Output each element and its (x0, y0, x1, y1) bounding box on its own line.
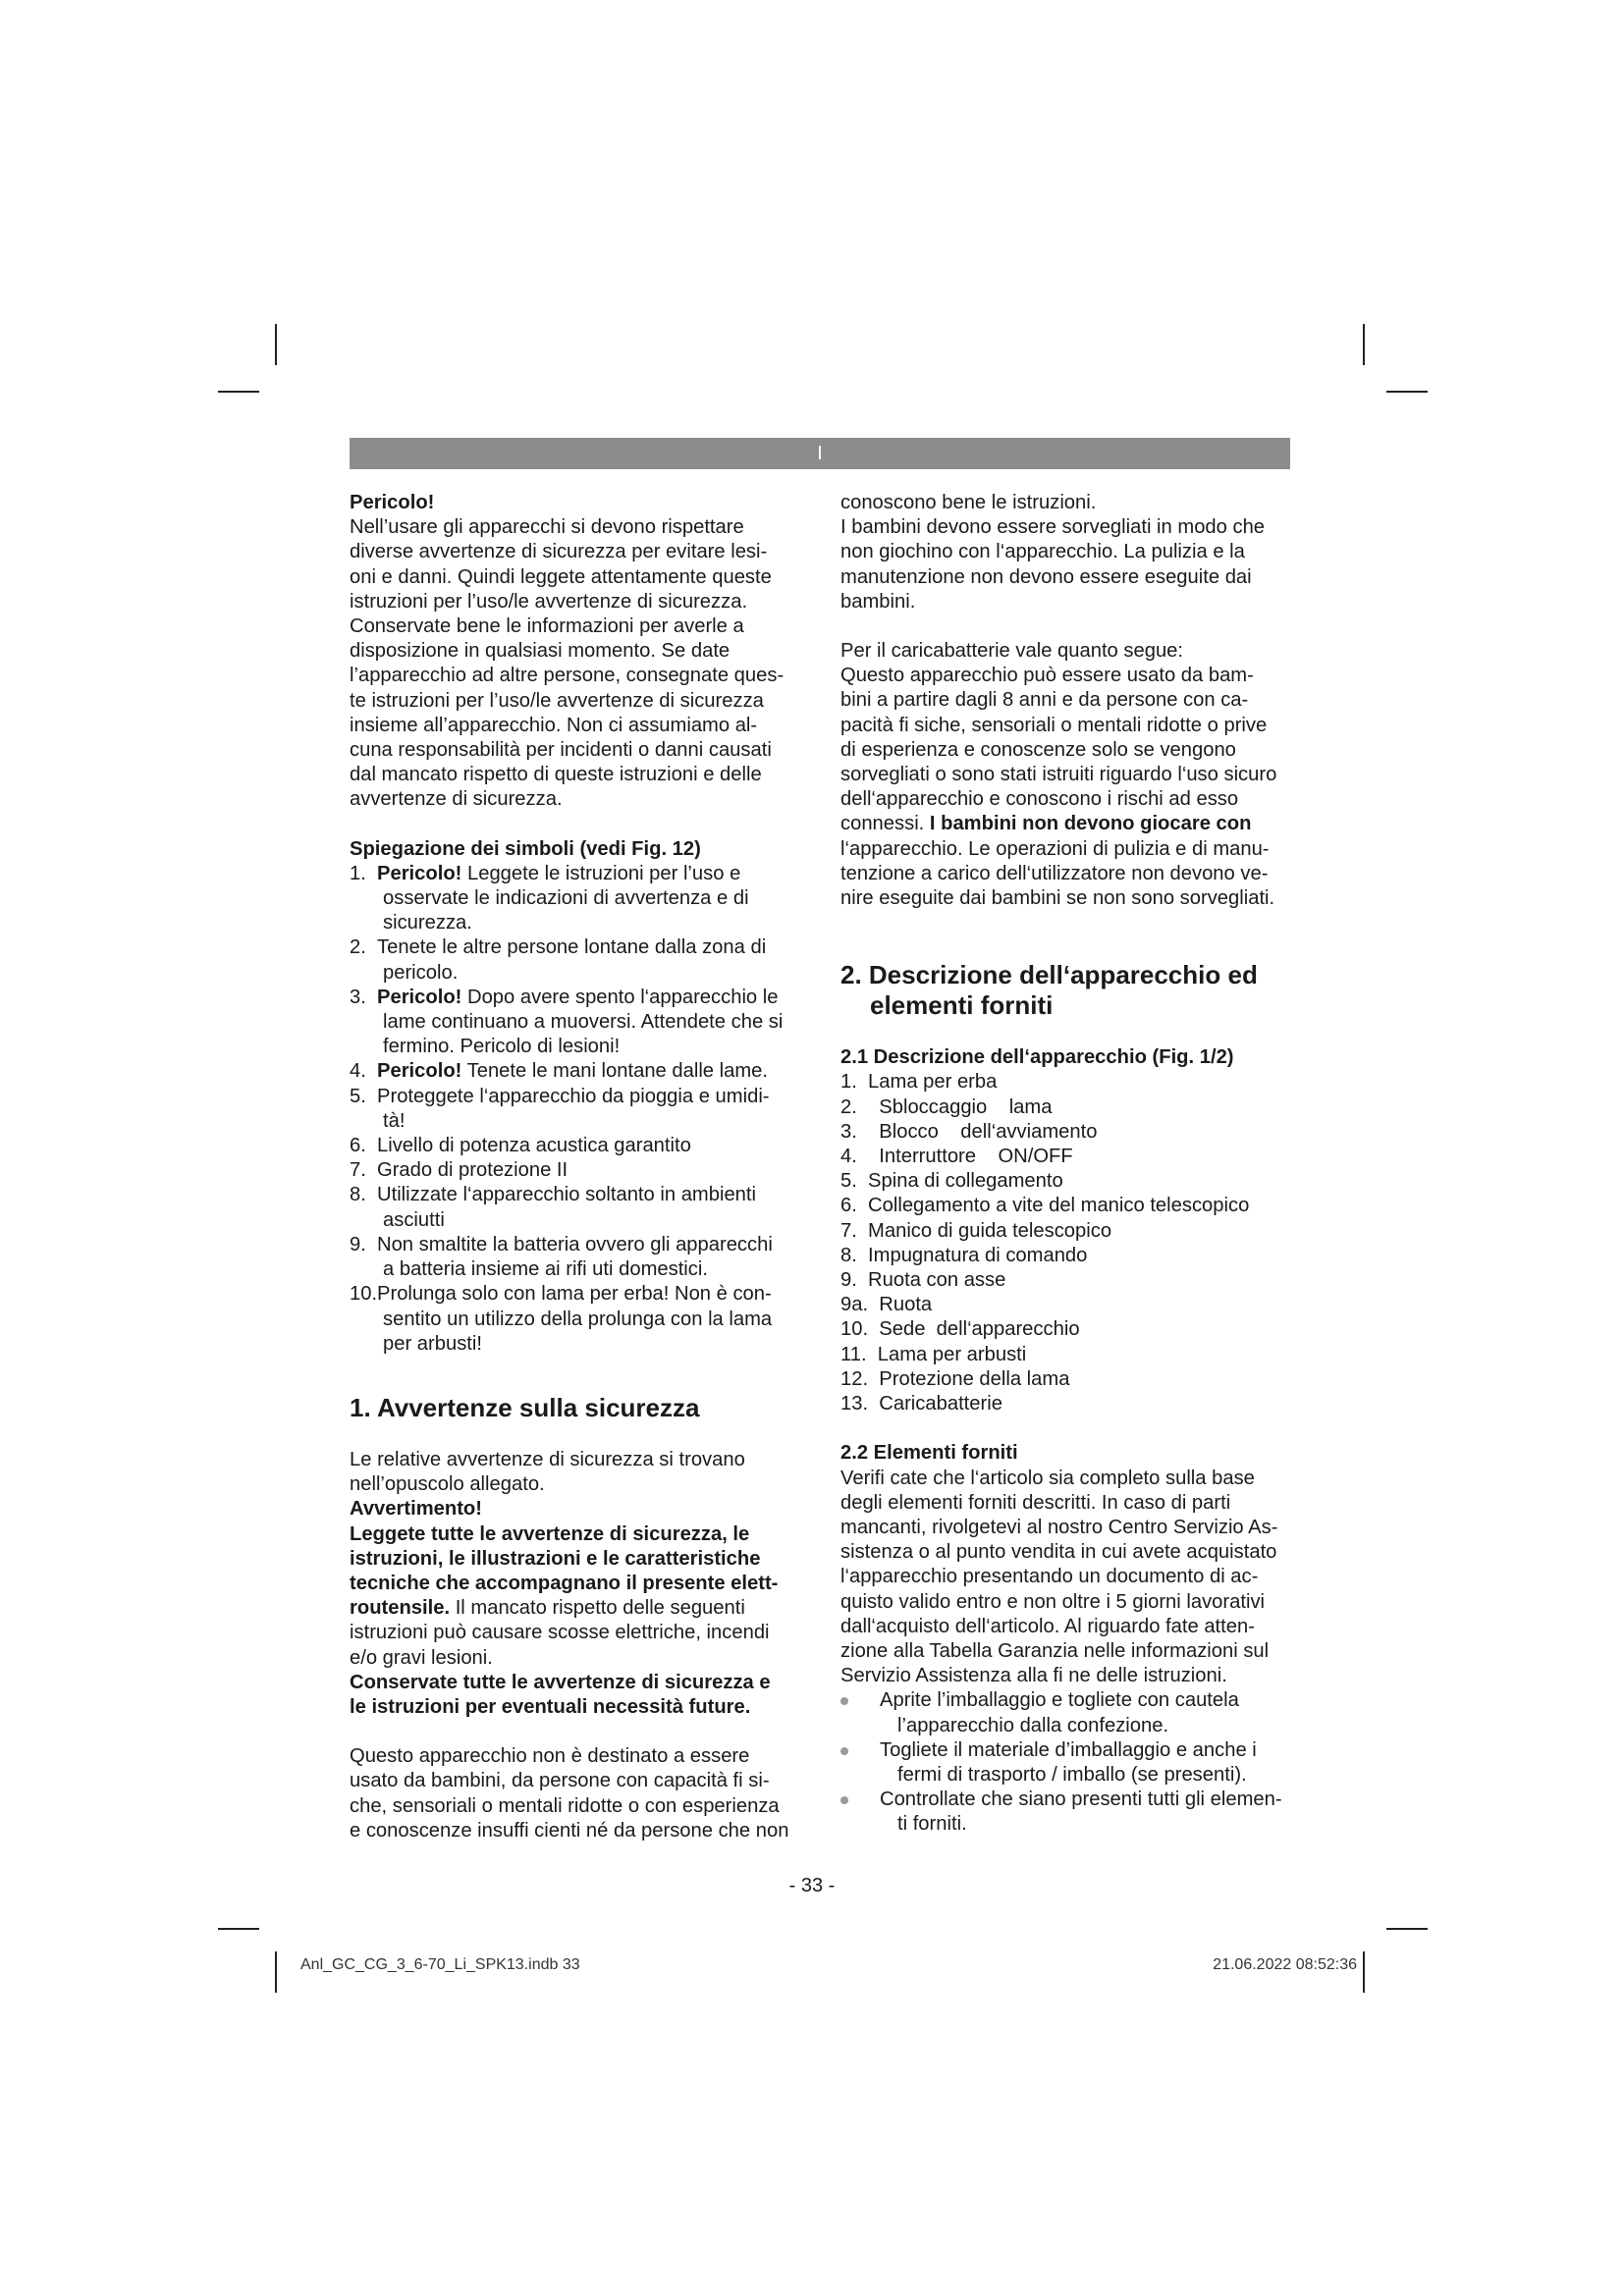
section-1-title: 1. Avvertenze sulla sicurezza (350, 1392, 700, 1422)
part-item: 7. Manico di guida telescopico (840, 1219, 1112, 1242)
symbol-number: 7. (350, 1159, 366, 1182)
danger-text-line: Nell’usare gli apparecchi si devono rispettare (350, 516, 744, 539)
symbol-text-continued: lame continuano a muoversi. Attendete che si (383, 1011, 784, 1034)
symbol-item (350, 1233, 811, 1282)
delivery-text-line: Verifi cate che l‘articolo sia completo sulla base (840, 1467, 1255, 1489)
danger-title: Pericolo! (350, 492, 435, 513)
safety-intro-line: nell’opuscolo allegato. (350, 1473, 545, 1496)
symbol-text: Proteggete l‘apparecchio da pioggia e umidi- (377, 1085, 770, 1107)
warning-text-line: istruzioni può causare scosse elettriche, incendi (350, 1622, 770, 1644)
crop-mark (218, 391, 259, 393)
delivery-text-line: l‘apparecchio presentando un documento di ac- (840, 1566, 1259, 1588)
symbol-text-continued: per arbusti! (383, 1332, 482, 1355)
charger-text-line: bini a partire dagli 8 anni e da persone con ca- (840, 689, 1249, 712)
symbol-text-continued: sentito un utilizzo della prolunga con la lama (383, 1308, 773, 1330)
page-number: - 33 - (788, 1875, 836, 1896)
children-text-line: bambini. (840, 590, 916, 613)
symbol-text: Dopo avere spento l‘apparecchio le (461, 986, 779, 1008)
left-column (350, 491, 811, 1843)
children-text-line: usato da bambini, da persone con capacità fi si- (350, 1770, 770, 1792)
danger-text-line: diverse avvertenze di sicurezza per evitare lesi- (350, 541, 768, 563)
part-item: 9. Ruota con asse (840, 1269, 1006, 1292)
charger-text-line: tenzione a carico dell‘utilizzatore non devono ve- (840, 862, 1269, 884)
charger-text-line: Per il caricabatterie vale quanto segue: (840, 640, 1184, 663)
section-2-title (840, 960, 1294, 1021)
section-2-2-title: 2.2 Elementi forniti (840, 1442, 1018, 1465)
delivery-bullet (840, 1788, 1294, 1837)
section-2-1-title: 2.1 Descrizione dell‘apparecchio (Fig. 1/2) (840, 1046, 1234, 1069)
bullet-text: Controllate che siano presenti tutti gli elemen- (880, 1789, 1282, 1811)
bullet-text: Aprite l’imballaggio e togliete con cautela (880, 1689, 1239, 1712)
warning-paragraph (350, 1522, 811, 1671)
symbol-text: Utilizzate l‘apparecchio soltanto in ambienti (377, 1184, 757, 1206)
danger-text-line: Conservate bene le informazioni per averle a (350, 615, 744, 638)
symbol-text-continued: asciutti (383, 1208, 445, 1231)
crop-mark (1386, 391, 1428, 393)
symbol-item (350, 862, 811, 936)
delivery-text-line: sistenza o al punto vendita in cui avete acquistato (840, 1541, 1277, 1564)
part-item: 3. Blocco dell‘avviamento (840, 1120, 1098, 1143)
delivery-text-line: Servizio Assistenza alla fi ne delle istruzioni. (840, 1665, 1227, 1687)
danger-text-line: l’apparecchio ad altre persone, consegnate ques- (350, 665, 785, 687)
warning-mixed-rest: Il mancato rispetto delle seguenti (450, 1597, 745, 1620)
children-text-line: I bambini devono essere sorvegliati in modo che (840, 516, 1266, 539)
symbol-danger-label: Pericolo! (377, 986, 462, 1008)
danger-text-line: te istruzioni per l’uso/le avvertenze di sicurezza (350, 689, 764, 712)
parts-list (840, 1070, 1294, 1416)
delivery-bullet-list (840, 1688, 1294, 1837)
symbol-number: 9. (350, 1233, 366, 1255)
children-text-line: manutenzione non devono essere eseguite dai (840, 565, 1252, 588)
crop-mark (218, 1928, 259, 1930)
symbol-item (350, 1085, 811, 1134)
symbol-number: 10. (350, 1283, 378, 1306)
symbol-number: 6. (350, 1135, 366, 1157)
footer-file-name: Anl_GC_CG_3_6-70_Li_SPK13.indb 33 (300, 1956, 580, 1973)
delivery-bullet (840, 1688, 1294, 1737)
symbol-number: 4. (350, 1060, 366, 1083)
crop-mark (1363, 1951, 1365, 1993)
conserve-paragraph (350, 1671, 811, 1720)
symbol-text-continued: osservate le indicazioni di avvertenza e di (383, 887, 749, 910)
symbol-text: Non smaltite la batteria ovvero gli apparecchi (377, 1233, 773, 1255)
symbol-number: 2. (350, 936, 366, 959)
symbol-text-continued: tà! (383, 1109, 406, 1132)
warning-title: Avvertimento! (350, 1498, 482, 1521)
danger-text-line: avvertenze di sicurezza. (350, 788, 563, 811)
warning-text-line: e/o gravi lesioni. (350, 1646, 493, 1669)
part-item: 10. Sede dell‘apparecchio (840, 1318, 1080, 1341)
children-text-line: conoscono bene le istruzioni. (840, 492, 1097, 513)
safety-intro (350, 1448, 811, 1497)
symbol-text: Grado di protezione II (377, 1159, 568, 1182)
part-item: 11. Lama per arbusti (840, 1343, 1027, 1365)
warning-bold-line: tecniche che accompagnano il presente elett- (350, 1572, 779, 1594)
part-item: 5. Spina di collegamento (840, 1170, 1063, 1193)
symbol-number: 8. (350, 1184, 366, 1206)
symbol-item (350, 1282, 811, 1357)
part-item: 12. Protezione della lama (840, 1367, 1070, 1390)
part-item: 8. Impugnatura di comando (840, 1244, 1088, 1266)
symbol-number: 1. (350, 862, 366, 884)
symbols-title: Spiegazione dei simboli (vedi Fig. 12) (350, 837, 701, 860)
delivery-text-line: quisto valido entro e non oltre i 5 giorni lavorativi (840, 1590, 1266, 1613)
language-code: I (817, 443, 823, 464)
symbol-item (350, 935, 811, 985)
danger-text-line: oni e danni. Quindi leggete attentamente queste (350, 565, 772, 588)
crop-mark (1386, 1928, 1428, 1930)
symbol-text: Prolunga solo con lama per erba! Non è con- (377, 1283, 772, 1306)
right-column (840, 491, 1294, 1838)
part-item: 2. Sbloccaggio lama (840, 1095, 1053, 1118)
danger-text-line: dal mancato rispetto di queste istruzioni e delle (350, 764, 762, 786)
symbol-text-continued: pericolo. (383, 961, 459, 984)
danger-paragraph (350, 515, 811, 812)
part-item: 4. Interruttore ON/OFF (840, 1146, 1073, 1168)
children-text-line: Questo apparecchio non è destinato a essere (350, 1745, 750, 1768)
part-item: 6. Collegamento a vite del manico telescopico (840, 1195, 1250, 1217)
bullet-text-continued: ti forniti. (897, 1813, 967, 1836)
bullet-dot-icon (840, 1796, 848, 1804)
symbol-danger-label: Pericolo! (377, 862, 462, 884)
symbol-text-continued: sicurezza. (383, 912, 472, 934)
delivery-text-line: mancanti, rivolgetevi al nostro Centro Servizio As- (840, 1516, 1278, 1538)
symbols-list (350, 862, 811, 1357)
footer-timestamp: 21.06.2022 08:52:36 (1213, 1956, 1357, 1973)
bullet-text-continued: l’apparecchio dalla confezione. (897, 1714, 1169, 1736)
language-header-bar (350, 438, 1290, 469)
bullet-text-continued: fermi di trasporto / imballo (se presenti). (897, 1763, 1247, 1786)
delivery-text-line: degli elementi forniti descritti. In caso di parti (840, 1491, 1231, 1514)
symbol-text: Tenete le altre persone lontane dalla zona di (377, 936, 767, 959)
charger-mixed-plain: connessi. (840, 813, 930, 835)
symbol-number: 5. (350, 1085, 366, 1107)
crop-mark (1363, 324, 1365, 365)
symbol-text-continued: fermino. Pericolo di lesioni! (383, 1036, 621, 1058)
part-item: 13. Caricabatterie (840, 1393, 1002, 1415)
warning-mixed-bold: routensile. (350, 1597, 451, 1620)
part-item: 1. Lama per erba (840, 1071, 998, 1094)
symbol-text-continued: a batteria insieme ai rifi uti domestici. (383, 1258, 708, 1281)
symbol-number: 3. (350, 986, 366, 1008)
symbol-text: Livello di potenza acustica garantito (377, 1135, 691, 1157)
symbol-item (350, 1059, 811, 1084)
symbol-item (350, 1183, 811, 1232)
symbol-danger-label: Pericolo! (377, 1060, 462, 1083)
section-2-title-line-1: 2. Descrizione dell‘apparecchio ed (840, 960, 1258, 990)
section-2-title-line-2: elementi forniti (870, 990, 1054, 1021)
danger-text-line: istruzioni per l’uso/le avvertenze di sicurezza. (350, 590, 748, 613)
children-paragraph-continued (840, 491, 1294, 614)
crop-mark (275, 324, 277, 365)
delivery-bullet (840, 1738, 1294, 1788)
bullet-text: Togliete il materiale d’imballaggio e anche i (880, 1738, 1257, 1761)
charger-paragraph (840, 639, 1294, 911)
danger-text-line: cuna responsabilità per incidenti o danni causati (350, 739, 772, 762)
crop-mark (275, 1951, 277, 1993)
charger-text-line: Questo apparecchio può essere usato da bam- (840, 665, 1254, 687)
children-text-line: che, sensoriali o mentali ridotte o con esperienza (350, 1794, 780, 1817)
charger-text-line: di esperienza e conoscenze solo se vengono (840, 738, 1236, 761)
delivery-text-line: dall‘acquisto dell‘articolo. Al riguardo fate atten- (840, 1615, 1255, 1637)
bullet-dot-icon (840, 1747, 848, 1755)
symbol-text: Leggete le istruzioni per l’uso e (461, 862, 741, 884)
charger-text-line: dell‘apparecchio e conoscono i rischi ad esso (840, 788, 1239, 811)
conserve-text-line: Conservate tutte le avvertenze di sicurezza e (350, 1671, 771, 1693)
charger-text-line: nire eseguite dai bambini se non sono sorvegliati. (840, 887, 1275, 910)
part-item: 9a. Ruota (840, 1294, 933, 1316)
children-text-line: e conoscenze insuffi cienti né da persone che non (350, 1819, 789, 1842)
danger-text-line: disposizione in qualsiasi momento. Se date (350, 640, 731, 663)
charger-mixed-bold: I bambini non devono giocare con (929, 813, 1252, 835)
children-paragraph (350, 1744, 811, 1843)
charger-text-line: pacità fi siche, sensoriali o mentali ridotte o prive (840, 714, 1268, 736)
warning-bold-line: istruzioni, le illustrazioni e le caratteristiche (350, 1547, 761, 1570)
safety-intro-line: Le relative avvertenze di sicurezza si trovano (350, 1448, 745, 1470)
children-text-line: non giochino con l‘apparecchio. La pulizia e la (840, 541, 1245, 563)
charger-text-line: l‘apparecchio. Le operazioni di pulizia e di manu- (840, 837, 1270, 860)
symbol-item (350, 1158, 811, 1183)
warning-bold-line: Leggete tutte le avvertenze di sicurezza, le (350, 1522, 750, 1545)
charger-text-line: sorvegliati o sono stati istruiti riguardo l‘uso sicuro (840, 764, 1277, 786)
symbol-text: Tenete le mani lontane dalle lame. (461, 1060, 769, 1083)
symbol-item (350, 1134, 811, 1158)
conserve-text-line: le istruzioni per eventuali necessità future. (350, 1695, 751, 1718)
delivery-paragraph (840, 1467, 1294, 1689)
symbol-item (350, 986, 811, 1060)
bullet-dot-icon (840, 1697, 848, 1705)
delivery-text-line: zione alla Tabella Garanzia nelle informazioni sul (840, 1639, 1270, 1662)
danger-text-line: insieme all’apparecchio. Non ci assumiamo al- (350, 714, 758, 736)
